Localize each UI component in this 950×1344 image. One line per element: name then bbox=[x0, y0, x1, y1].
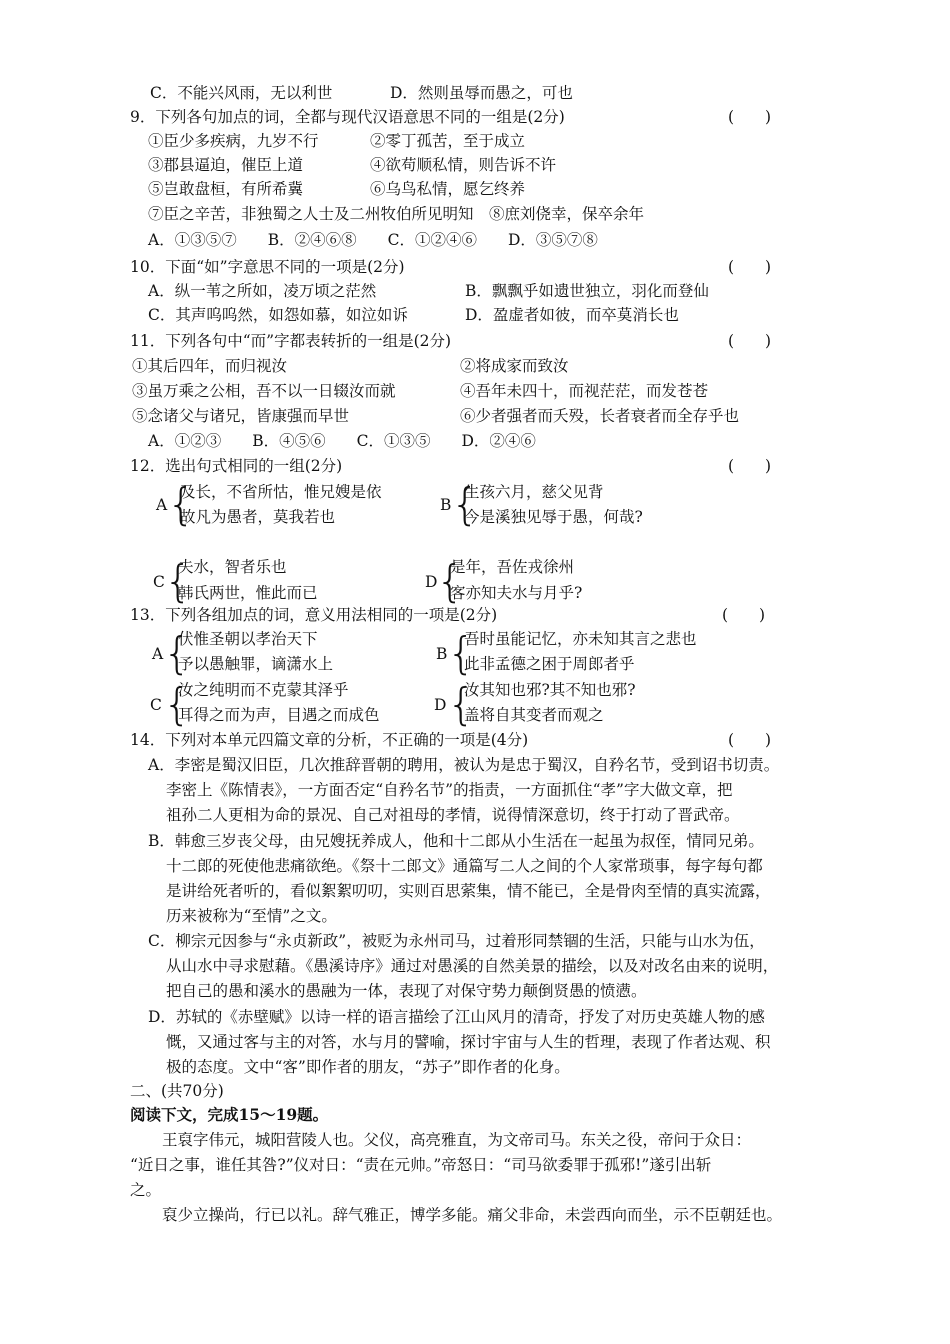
q11-stem: 11．下列各句中“而”字都表转折的一组是(2分) bbox=[130, 332, 452, 350]
q11-options: A．①②③ B．④⑤⑥ C．①③⑤ D．②④⑥ bbox=[148, 432, 536, 450]
q14-a-line3: 祖孙二人更相为命的景况、自己对祖母的孝情，说得情深意切，终于打动了晋武帝。 bbox=[166, 806, 740, 824]
q10-option-b: B．飘飘乎如遗世独立，羽化而登仙 bbox=[465, 282, 709, 300]
q9-options: A．①③⑤⑦ B．②④⑥⑧ C．①②④⑥ D．③⑤⑦⑧ bbox=[148, 231, 598, 249]
q13-answer-paren: ( ) bbox=[722, 606, 766, 624]
q11-line2b: ④吾年未四十，而视茫茫，而发苍苍 bbox=[460, 382, 709, 400]
q14-answer-paren: ( ) bbox=[728, 731, 772, 749]
passage-p2: 裒少立操尚，行已以礼。辞气雅正，博学多能。痛父非命，未尝西向而坐，示不臣朝廷也。 bbox=[162, 1206, 783, 1224]
section2-heading: 二、(共70分) bbox=[130, 1082, 224, 1100]
q9-line2a: ③郡县逼迫，催臣上道 bbox=[148, 156, 304, 174]
q13-b1: 吾时虽能记忆，亦未知其言之悲也 bbox=[464, 630, 697, 648]
q12-brace-b: { bbox=[451, 479, 479, 530]
q12-a2: 故凡为愚者，莫我若也 bbox=[180, 508, 336, 526]
q13-letter-b: B bbox=[436, 645, 448, 663]
q8-option-d: D．然则虽辱而愚之，可也 bbox=[390, 84, 573, 102]
q10-answer-paren: ( ) bbox=[728, 258, 772, 276]
q12-b1: 生孩六月，慈父见背 bbox=[464, 483, 604, 501]
q14-b-line3: 是讲给死者听的，看似絮絮叨叨，实则百思萦集，情不能已，全是骨肉至情的真实流露， bbox=[166, 882, 771, 900]
q13-c2: 耳得之而为声，目遇之而成色 bbox=[178, 706, 380, 724]
q12-stem: 12．选出句式相同的一组(2分) bbox=[130, 457, 343, 475]
q11-line3a: ⑤念诸父与诸兄，皆康强而早世 bbox=[132, 407, 350, 425]
q11-answer-paren: ( ) bbox=[728, 332, 772, 350]
q12-d1: 是年，吾佐戎徐州 bbox=[450, 558, 575, 576]
q9-line2b: ④欲苟顺私情，则告诉不许 bbox=[370, 156, 557, 174]
q10-option-a: A．纵一苇之所如，凌万顷之茫然 bbox=[148, 282, 377, 300]
q12-brace-a: { bbox=[167, 479, 195, 530]
q9-line1b: ②零丁孤苦，至于成立 bbox=[370, 132, 526, 150]
q13-brace-c: { bbox=[163, 679, 191, 730]
q13-d1: 汝其知也邪?其不知也邪? bbox=[464, 681, 636, 699]
q14-c-line2: 从山水中寻求慰藉。《愚溪诗序》通过对愚溪的自然美景的描绘，以及对改名由来的说明， bbox=[166, 957, 779, 975]
q13-letter-c: C bbox=[150, 696, 162, 714]
q13-brace-d: { bbox=[447, 679, 475, 730]
q14-a-line2: 李密上《陈情表》，一方面否定“自矜名节”的指责，一方面抓住“孝”字大做文章，把 bbox=[166, 781, 733, 799]
q9-line1a: ①臣少多疾病，九岁不行 bbox=[148, 132, 319, 150]
q14-d-line1: D．苏轼的《赤壁赋》以诗一样的语言描绘了江山风月的清奇，抒发了对历史英雄人物的感 bbox=[148, 1008, 765, 1026]
q12-brace-c: { bbox=[164, 556, 192, 607]
section2-instruction: 阅读下文，完成15～19题。 bbox=[130, 1105, 329, 1124]
q13-brace-a: { bbox=[163, 628, 191, 679]
passage-p1-line3: 之。 bbox=[130, 1181, 162, 1199]
q13-a1: 伏惟圣朝以孝治天下 bbox=[178, 630, 318, 648]
q13-letter-a: A bbox=[152, 645, 164, 663]
q11-line2a: ③虽万乘之公相，吾不以一日辍汝而就 bbox=[132, 382, 396, 400]
q12-d2: 客亦知夫水与月乎? bbox=[450, 584, 583, 602]
q12-letter-b: B bbox=[440, 496, 452, 514]
q14-b-line2: 十二郎的死使他悲痛欲绝。《祭十二郎文》通篇写二人之间的个人家常琐事，每字每句都 bbox=[166, 857, 763, 875]
q9-line3b: ⑥乌鸟私情，愿乞终养 bbox=[370, 180, 526, 198]
q9-line4: ⑦臣之辛苦，非独蜀之人士及二州牧伯所见明知 ⑧庶刘侥幸，保卒余年 bbox=[148, 205, 645, 223]
q14-b-line1: B．韩愈三岁丧父母，由兄嫂抚养成人，他和十二郎从小生活在一起虽为叔侄，情同兄弟。 bbox=[148, 832, 764, 850]
q12-a1: 及长，不省所怙，惟兄嫂是依 bbox=[180, 483, 382, 501]
q14-d-line3: 极的态度。文中“客”即作者的朋友，“苏子”即作者的化身。 bbox=[166, 1058, 570, 1076]
q13-stem: 13．下列各组加点的词，意义用法相同的一项是(2分) bbox=[130, 606, 498, 624]
q9-stem: 9．下列各句加点的词，全都与现代汉语意思不同的一组是(2分) bbox=[130, 108, 565, 126]
q13-d2: 盖将自其变者而观之 bbox=[464, 706, 604, 724]
q11-line1a: ①其后四年，而归视汝 bbox=[132, 357, 288, 375]
q12-letter-c: C bbox=[153, 573, 165, 591]
q12-b2: 今是溪独见辱于愚，何哉? bbox=[464, 508, 643, 526]
q9-answer-paren: ( ) bbox=[728, 108, 772, 126]
q13-b2: 此非孟德之困于周郎者乎 bbox=[464, 655, 635, 673]
q14-c-line3: 把自己的愚和溪水的愚融为一体，表现了对保守势力颠倒贤愚的愤懑。 bbox=[166, 982, 647, 1000]
q8-option-c: C．不能兴风雨，无以利世 bbox=[150, 84, 333, 102]
q9-line3a: ⑤岂敢盘桓，有所希冀 bbox=[148, 180, 304, 198]
q10-option-d: D．盈虚者如彼，而卒莫消长也 bbox=[465, 306, 679, 324]
q14-b-line4: 历来被称为“至情”之文。 bbox=[166, 907, 337, 925]
q10-option-c: C．其声呜呜然，如怨如慕，如泣如诉 bbox=[148, 306, 408, 324]
q11-line1b: ②将成家而致汝 bbox=[460, 357, 569, 375]
q11-line3b: ⑥少者强者而夭殁，长者衰者而全存乎也 bbox=[460, 407, 740, 425]
q14-c-line1: C．柳宗元因参与“永贞新政”，被贬为永州司马，过着形同禁锢的生活，只能与山水为伍， bbox=[148, 932, 765, 950]
q13-brace-b: { bbox=[447, 628, 475, 679]
q12-letter-a: A bbox=[156, 496, 168, 514]
q10-stem: 10．下面“如”字意思不同的一项是(2分) bbox=[130, 258, 405, 276]
q12-c1: 夫水，智者乐也 bbox=[178, 558, 287, 576]
passage-p1-line2: “近日之事，谁任其咎?”仪对日：“责在元帅。”帝怒日：“司马欲委罪于孤邪!”遂引出斩 bbox=[130, 1156, 712, 1174]
q14-stem: 14．下列对本单元四篇文章的分析，不正确的一项是(4分) bbox=[130, 731, 529, 749]
q13-c1: 汝之纯明而不克蒙其泽乎 bbox=[178, 681, 349, 699]
q13-letter-d: D bbox=[434, 696, 447, 714]
q12-answer-paren: ( ) bbox=[728, 457, 772, 475]
q12-c2: 韩氏两世，惟此而已 bbox=[178, 584, 318, 602]
q14-a-line1: A．李密是蜀汉旧臣，几次推辞晋朝的聘用，被认为是忠于蜀汉，自矜名节，受到诏书切责。 bbox=[148, 756, 780, 774]
q12-brace-d: { bbox=[436, 556, 464, 607]
q12-letter-d: D bbox=[425, 573, 438, 591]
q13-a2: 予以愚触罪，谪潇水上 bbox=[178, 655, 334, 673]
q14-d-line2: 慨，又通过客与主的对答，水与月的譬喻，探讨宇宙与人生的哲理，表现了作者达观、积 bbox=[166, 1033, 771, 1051]
passage-p1-line1: 王裒字伟元，城阳营陵人也。父仪，高亮雅直，为文帝司马。东关之役，帝问于众日： bbox=[162, 1131, 752, 1149]
